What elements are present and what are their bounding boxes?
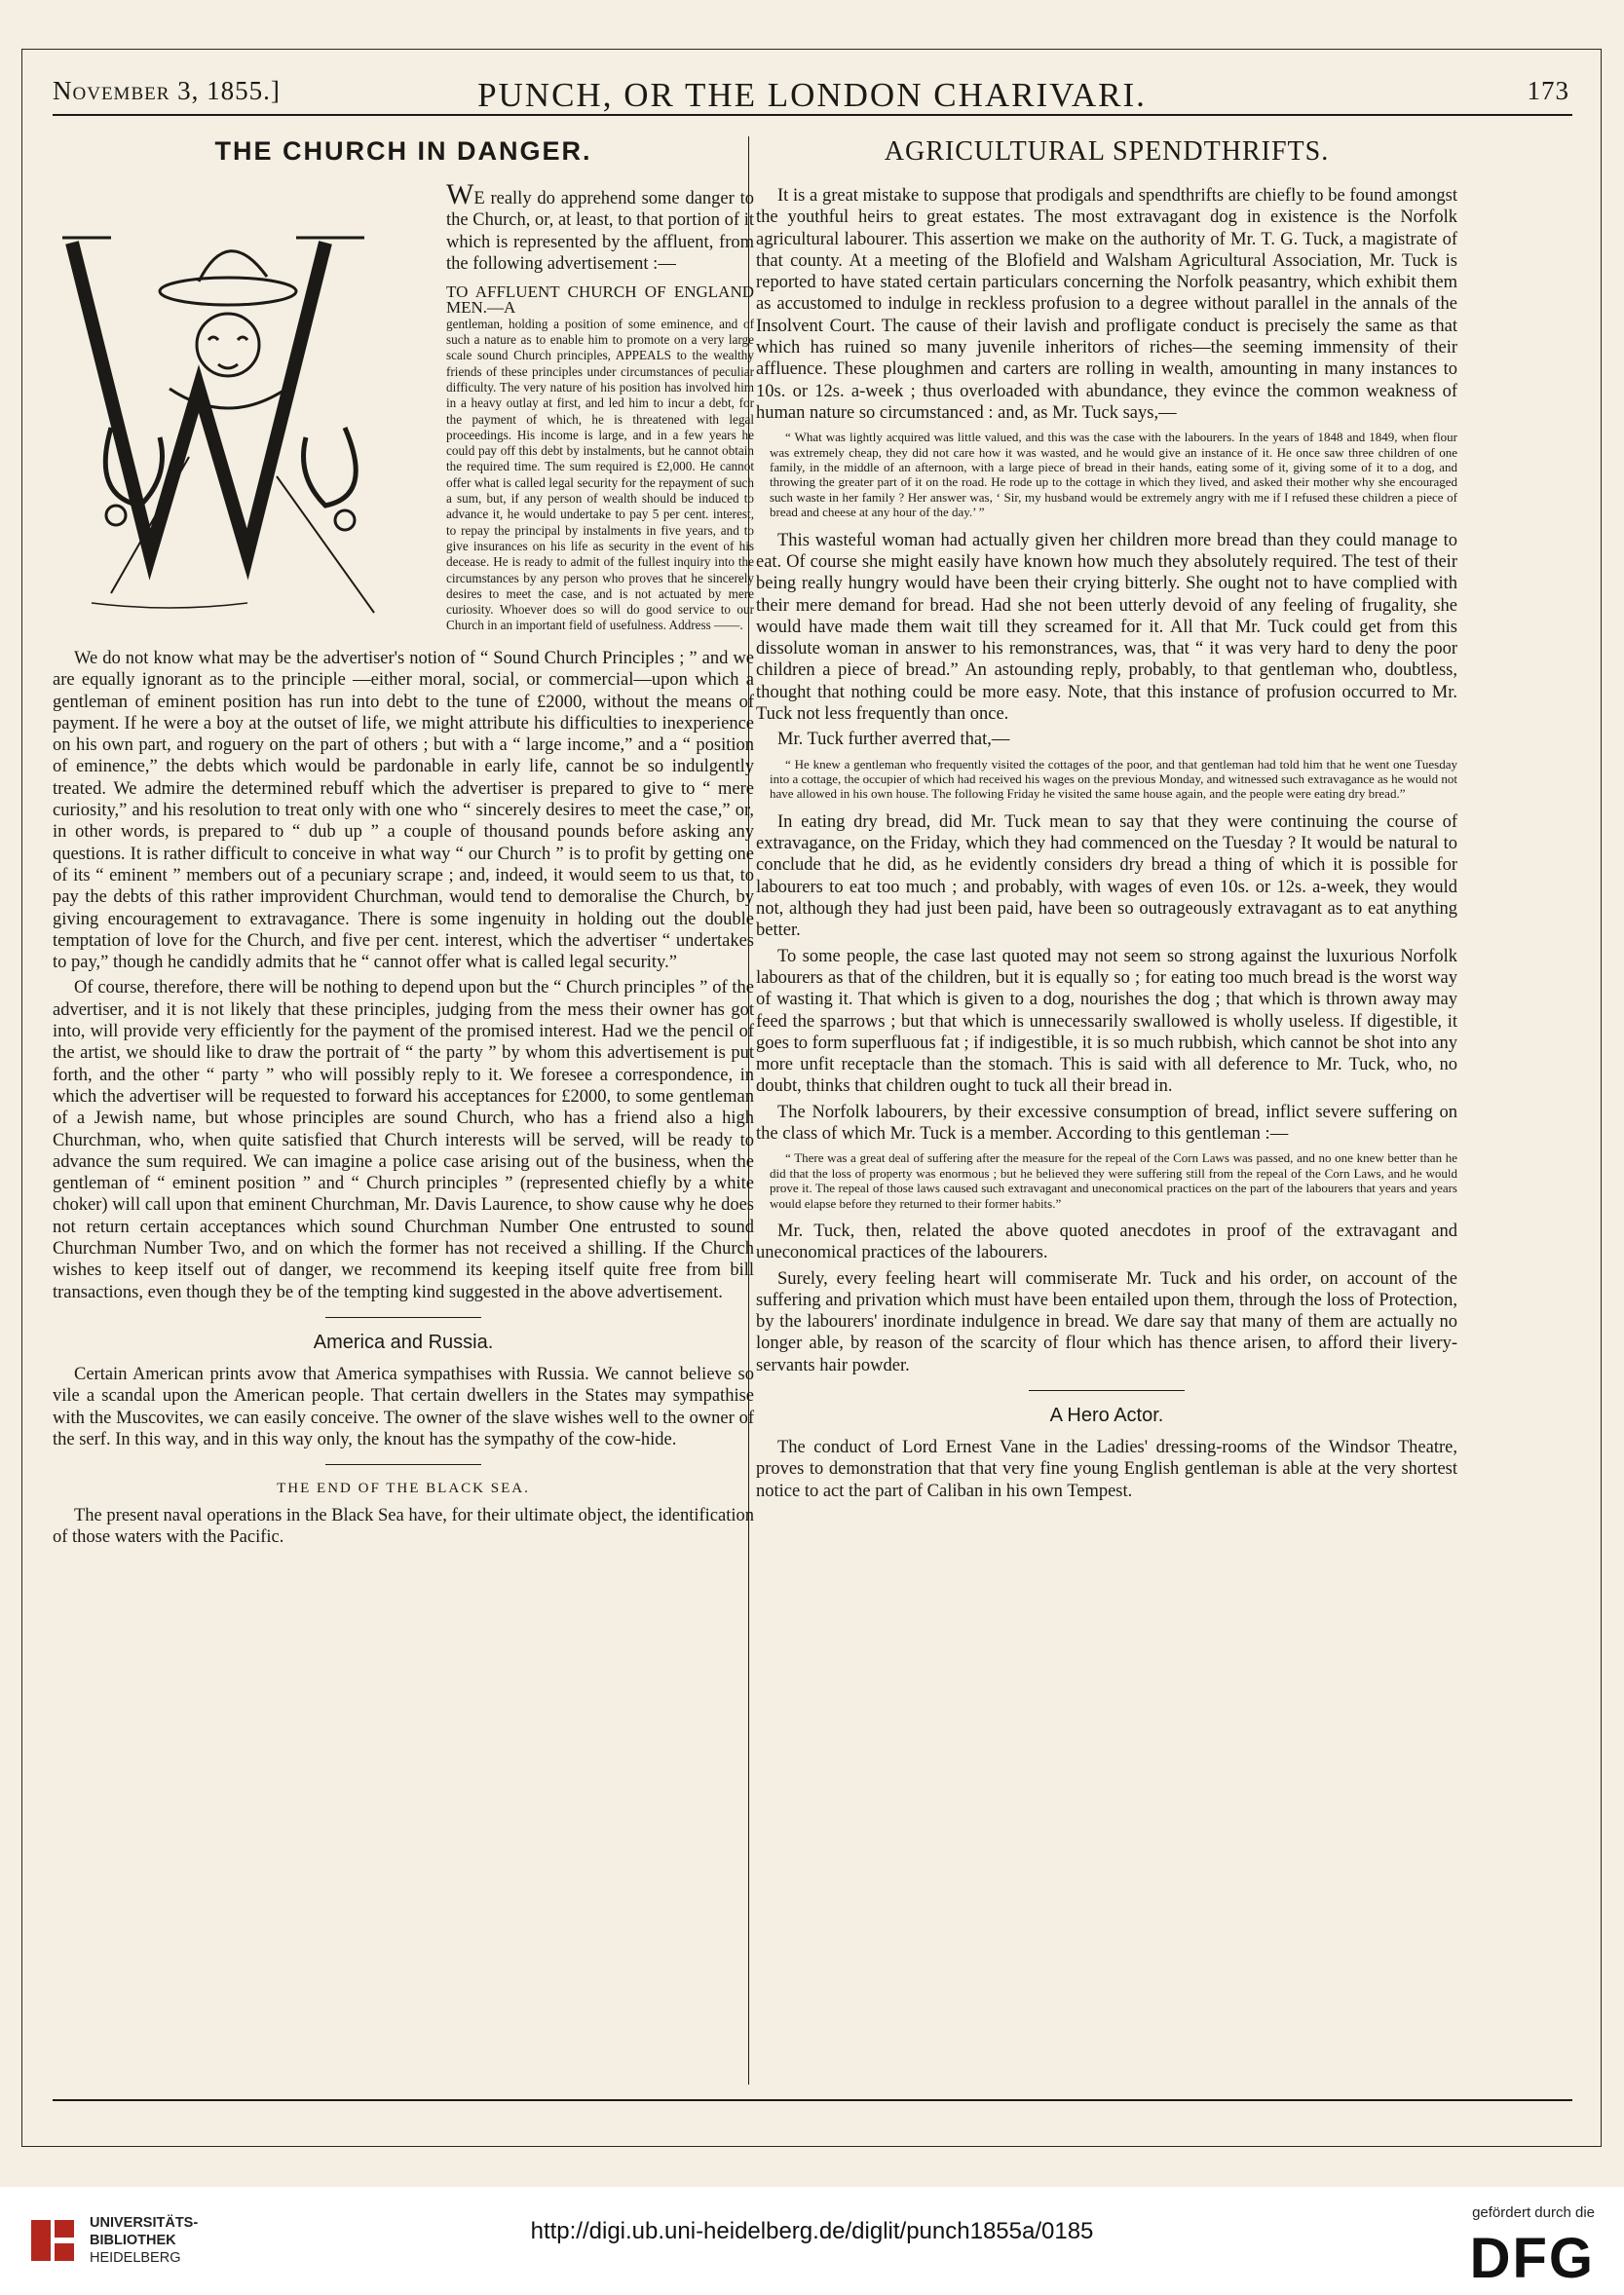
source-url-link[interactable]: http://digi.ub.uni-heidelberg.de/diglit/punch1855a/0185: [530, 2218, 1094, 2244]
agri-paragraph-2: This wasteful woman had actually given her children more bread than they could manage to eat. Of course she might easily have known how much they absolutely required. The test of their being really hungry would have been their crying bitterly. She ought not to have complied with their mere demand for bread. Had she not been utterly devoid of any feeling of frugality, she would have made them wait till they screamed for it. All that Mr. Tuck could get from this dissolute woman in answer to his remonstrances, was, that “ it was very hard to deny the poor children a piece of bread.” An astounding reply, probably, to that gentleman who, doubtless, thought that nothing could be more easy. Note, that this instance of profusion occurred to Mr. Tuck not less frequently than once.: [756, 530, 1457, 725]
digitization-footer: [0, 2187, 1624, 2295]
article-title-hero-actor: A Hero Actor.: [1049, 1405, 1164, 1427]
left-column: [53, 136, 754, 1553]
article-title-black-sea: THE END OF THE BLACK SEA.: [277, 1481, 530, 1497]
agri-quote-2: “ He knew a gentleman who frequently visited the cottages of the poor, and that gentleman had told him that he went one Tuesday into a cottage, the occupier of which had received his wages on the previous Monday, and witnessed such extravagance as he would not have allowed in his own house. The following Friday he visited the same house again, and the people were eating dry bread.”: [770, 756, 1457, 802]
agri-paragraph-5: To some people, the case last quoted may not seem so strong against the luxurious Norfolk labourers as that of the children, but it is equally so ; for eating too much bread is the worst way of wasting it. That which is given to a dog, nourishes the dog ; that which is thrown away may feed the sparrows ; but that which is unnecessarily swallowed is wholly useless. If digestible, it goes to form superfluous fat ; if indigestible, it is so much rubbish, which cannot be shot into any more unfit receptacle than the stomach. This is said with all deference to Mr. Tuck, who, no doubt, thinks that children ought to tuck all their bread in.: [756, 946, 1457, 1097]
ad-body: gentleman, holding a position of some eminence, and of such a nature as to enable him to promote on a very large scale sound Church principles, APPEALS to the wealthy friends of these principles under circumstances of peculiar difficulty. The very nature of his position has involved him in a heavy outlay at first, and led him to incur a debt, for the payment of which, he is threatened with legal proceedings. His income is large, and in a few years he could pay off this debt by instalments, but he cannot obtain the required time. The sum required is £2,000. He cannot offer what is called legal security for the repayment of such a sum, but, if any person of wealth should be induced to advance it, he would undertake to pay 5 per cent. interest, to repay the principal by instalments in five years, and to give insurances on his life as security in the event of his decease. He is ready to admit of the fullest inquiry into the circumstances by any person who proves that he sincerely desires to meet the case, and is not actuated by mere curiosity. Whoever does so will do good service to our Church in an important field of usefulness. Address ——.: [446, 316, 754, 633]
church-intro: WE really do apprehend some danger to the Church, or, at least, to that portion of it which is represented by the affluent, from the following advertisement :—: [446, 178, 754, 274]
article-title-church: THE CHURCH IN DANGER.: [214, 136, 592, 166]
library-name: UNIVERSITÄTS- BIBLIOTHEK HEIDELBERG: [90, 2215, 199, 2266]
section-divider: [1029, 1390, 1185, 1391]
masthead-title: PUNCH, OR THE LONDON CHARIVARI.: [477, 76, 1147, 114]
agri-paragraph-1: It is a great mistake to suppose that prodigals and spendthrifts are chiefly to be found amongst the youthful heirs to great estates. The most extravagant dog in existence is the Norfolk agricultural labourer. This assertion we make on the authority of Mr. T. G. Tuck, a magistrate of that county. At a meeting of the Blofield and Walsham Agricultural Association, Mr. Tuck is reported to have stated certain particulars concerning the Norfolk peasantry, which exhibit them as accustomed to indulge in reckless profusion to a degree without parallel in the annals of the Insolvent Court. The cause of their lavish and profligate conduct is precisely the same as that which has ruined so many juvenile inheritors of riches—the seeming immensity of their affluence. These ploughmen and carters are rolling in wealth, amounting in many instances to 10s. or 12s. a-week ; thus overloaded with abundance, they evince the common weakness of human nature so circumstanced : and, as Mr. Tuck says,—: [756, 186, 1457, 423]
article-title-america: America and Russia.: [313, 1331, 494, 1353]
section-divider: [325, 1464, 481, 1465]
agri-paragraph-6: The Norfolk labourers, by their excessive consumption of bread, inflict severe suffering on the class of which Mr. Tuck is a member. According to this gentleman :—: [756, 1102, 1457, 1145]
agri-paragraph-8: Surely, every feeling heart will commiserate Mr. Tuck and his order, on account of the suffering and privation which must have been entailed upon them, through the loss of Protection, by the labourers' inordinate indulgence in bread. We dare say that many of them are actually no longer able, by reason of the scarcity of flour which has thence arisen, to afford their livery-servants hair powder.: [756, 1268, 1457, 1375]
church-paragraph-2: Of course, therefore, there will be nothing to depend upon but the “ Church principles ” of the advertiser, and it is not likely that these principles, judging from the mess their owner has got into, will provide very efficiently for the payment of the promised interest. Had we the pencil of the artist, we should like to draw the portrait of “ the party ” by whom this advertisement is put forth, and the other “ party ” who will possibly reply to it. We foresee a correspondence, in which the advertiser will be requested to forward his acceptances for £2000, to some gentleman of a Jewish name, but whose principles are sound Church, who has a friend also a high Churchman, who, when quite satisfied that Church interests will be served, will be ready to advance the sum required. We can imagine a police case arising out of the business, when the gentleman of “ eminent position ” and “ Church principles ” (represented chiefly by a white choker) will call upon that eminent Churchman, Mr. Davis Laurence, to show cause why he does not return certain acceptances which sound Churchman Number One entrusted to sound Churchman Number Two, and on which the former has not received a shilling. If the Church wishes to keep itself out of danger, we recommend its keeping itself quite free from bill transactions, even though they be of the tempting kind suggested in the above advertisement.: [53, 978, 754, 1302]
bottom-rule: [53, 2099, 1572, 2101]
black-sea-body: The present naval operations in the Black Sea have, for their ultimate object, the identification of those waters with the Pacific.: [53, 1506, 754, 1548]
agri-quote-3: “ There was a great deal of suffering after the measure for the repeal of the Corn Laws was passed, and no one knew better than he did that the loss of property was enormous ; but he believed they were suffering still from the repeal of the Corn Laws, and he would prove it. The repeal of those laws caused such extravagant and uneconomical practices on the part of the labourers that years and years would elapse before they returned to their former habits.”: [770, 1150, 1457, 1211]
agri-quote-1: “ What was lightly acquired was little valued, and this was the case with the labourers. In the years of 1848 and 1849, when flour was extremely cheap, they did not care how it was wasted, and he would give an instance of it. He once saw three children of one family, in the middle of an afternoon, with a large piece of bread in their hands, eating some of it, giving some of it to a dog, and throwing the greater part of it on the road. He rode up to the cottage in which they lived, and asked their mother why she encouraged such waste in her family ? Her answer was, ‘ Sir, my husband would be extremely angry with me if I refused these children a piece of bread and cheese at any hour of the day.’ ”: [770, 430, 1457, 520]
church-danger-cartoon-icon: [53, 184, 433, 632]
page-number: 173: [1527, 76, 1569, 105]
ad-heading: TO AFFLUENT CHURCH OF ENGLAND MEN.—A: [446, 282, 754, 318]
article-title-agricultural: AGRICULTURAL SPENDTHRIFTS.: [884, 136, 1330, 167]
header-date: November 3, 1855.]: [53, 76, 281, 105]
agri-paragraph-7: Mr. Tuck, then, related the above quoted anecdotes in proof of the extravagant and uneconomical practices of the labourers.: [756, 1221, 1457, 1263]
section-divider: [325, 1317, 481, 1318]
agri-paragraph-4: In eating dry bread, did Mr. Tuck mean to say that they were continuing the course of extravagance, on the Friday, which they had commenced on the Tuesday ? It would be natural to conclude that he did, as he evidently considers dry bread a thing of which it is possible for labourers to eat too much ; and probably, with wages of even 10s. or 12s. a-week, they would not, although they had just been paid, have been so outrageously extravagant as to eat anything better.: [756, 811, 1457, 941]
agri-paragraph-3: Mr. Tuck further averred that,—: [777, 730, 1010, 750]
funded-by-label: gefördert durch die: [1472, 2204, 1595, 2221]
header-rule: [53, 114, 1572, 116]
america-body: Certain American prints avow that America sympathises with Russia. We cannot believe so vile a scandal upon the American people. That certain dwellers in the States may sympathise with the Muscovites, we can easily conceive. The owner of the slave wishes well to the owner of the serf. In this way, and in this way only, the knout has the sympathy of the cow-hide.: [53, 1364, 754, 1449]
right-column: [756, 136, 1457, 1506]
dfg-logo: DFG: [1469, 2227, 1595, 2290]
hero-actor-body: The conduct of Lord Ernest Vane in the Ladies' dressing-rooms of the Windsor Theatre, proves to demonstration that that very fine young English gentleman is able at the very shortest notice to act the part of Caliban in his own Tempest.: [756, 1438, 1457, 1501]
church-paragraph-1: We do not know what may be the advertiser's notion of “ Sound Church Principles ; ” and we are equally ignorant as to the principle —either moral, social, or commercial—upon which a gentleman of eminent position has run into debt to the tune of £2000, without the means of payment. If he were a boy at the outset of life, we might attribute his difficulties to inexperience on his own part, and roguery on the part of others ; but with a “ large income,” and a “ position of eminence,” the debts which would be pardonable in early life, cannot be so indulgently treated. We admire the determined rebuff which the advertiser is prepared to give to “ mere curiosity,” and his resolution to treat only with one who “ sincerely desires to meet the case,” or, in other words, is prepared to “ dub up ” a couple of thousand pounds before asking any questions. It is rather difficult to conceive in what way “ our Church ” is to profit by getting one of its “ eminent ” members out of a pecuniary scrape ; and, indeed, it would seem to us that, to pay the debts of this rather improvident Churchman, would tend to demoralise the Church, by giving encouragement to extravagance. There is some ingenuity in holding out the double temptation of love for the Church, and five per cent. interest, which the advertiser “ undertakes to pay,” though he candidly admits that he “ cannot offer what is called legal security.”: [53, 649, 754, 973]
